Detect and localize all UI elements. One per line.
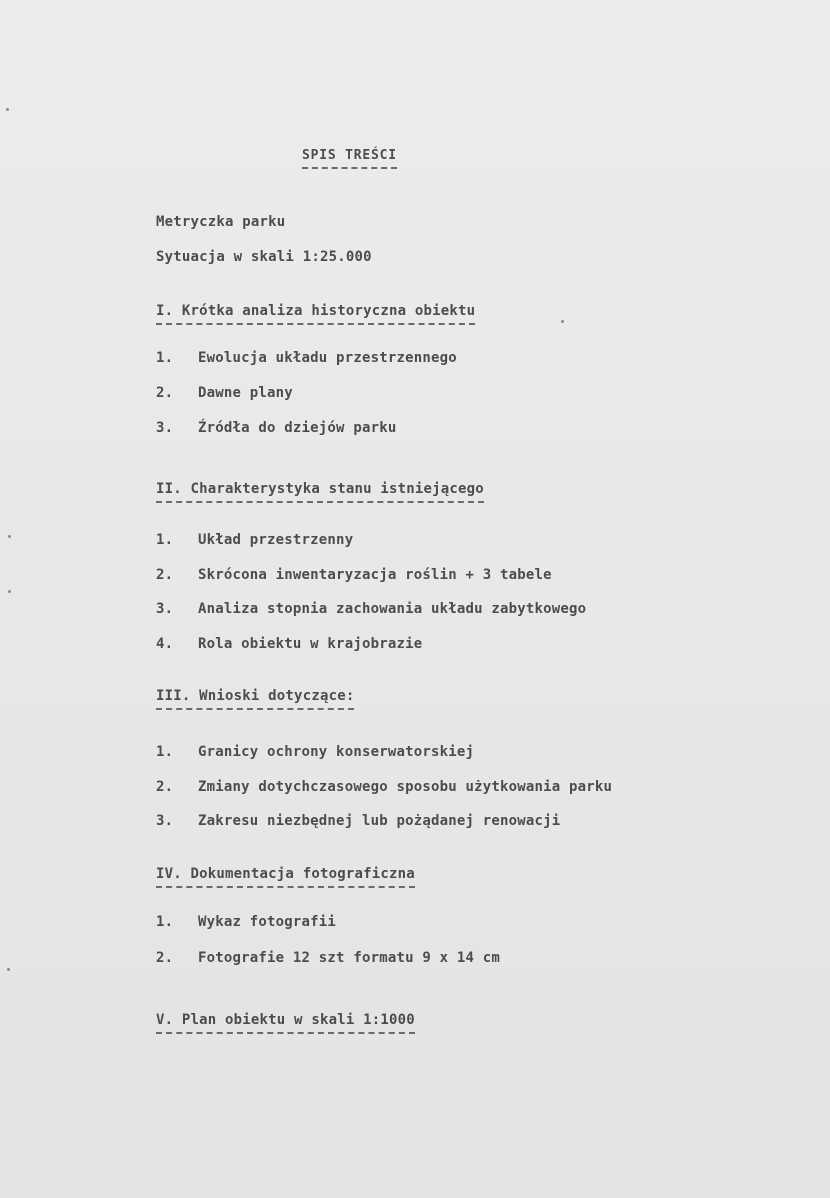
item-text: Skrócona inwentaryzacja roślin + 3 tabele bbox=[198, 567, 552, 583]
item-number: 3. bbox=[156, 420, 174, 436]
list-item bbox=[156, 350, 457, 366]
item-text: Rola obiektu w krajobrazie bbox=[198, 636, 423, 652]
intro-line-1: Metryczka parku bbox=[156, 214, 286, 230]
list-item bbox=[156, 914, 336, 930]
list-item bbox=[156, 744, 474, 760]
item-text: Analiza stopnia zachowania układu zabytkowego bbox=[198, 601, 587, 617]
item-number: 1. bbox=[156, 914, 174, 930]
item-number: 2. bbox=[156, 385, 174, 401]
section-1-heading: I. Krótka analiza historyczna obiektu bbox=[156, 303, 475, 325]
list-item bbox=[156, 779, 612, 795]
item-number: 1. bbox=[156, 350, 174, 366]
item-number: 1. bbox=[156, 532, 174, 548]
item-text: Zakresu niezbędnej lub pożądanej renowacji bbox=[198, 813, 561, 829]
item-number: 2. bbox=[156, 567, 174, 583]
paper-speck bbox=[6, 108, 9, 111]
list-item bbox=[156, 950, 500, 966]
paper-speck bbox=[7, 968, 10, 971]
list-item bbox=[156, 567, 552, 583]
list-item bbox=[156, 532, 353, 548]
list-item bbox=[156, 385, 293, 401]
list-item bbox=[156, 813, 560, 829]
item-number: 4. bbox=[156, 636, 174, 652]
item-text: Granicy ochrony konserwatorskiej bbox=[198, 744, 475, 760]
item-text: Fotografie 12 szt formatu 9 x 14 cm bbox=[198, 950, 501, 966]
item-number: 2. bbox=[156, 950, 174, 966]
section-4-heading: IV. Dokumentacja fotograficzna bbox=[156, 866, 415, 888]
item-number: 2. bbox=[156, 779, 174, 795]
item-text: Zmiany dotychczasowego sposobu użytkowania parku bbox=[198, 779, 613, 795]
list-item bbox=[156, 636, 422, 652]
list-item bbox=[156, 420, 396, 436]
section-2-heading: II. Charakterystyka stanu istniejącego bbox=[156, 481, 484, 503]
item-text: Wykaz fotografii bbox=[198, 914, 337, 930]
paper-speck bbox=[561, 320, 564, 323]
intro-line-2: Sytuacja w skali 1:25.000 bbox=[156, 249, 372, 265]
item-text: Układ przestrzenny bbox=[198, 532, 354, 548]
paper-speck bbox=[8, 590, 11, 593]
item-text: Źródła do dziejów parku bbox=[198, 420, 397, 436]
item-text: Dawne plany bbox=[198, 385, 293, 401]
paper-speck bbox=[8, 535, 11, 538]
section-5-heading: V. Plan obiektu w skali 1:1000 bbox=[156, 1012, 415, 1034]
item-number: 3. bbox=[156, 813, 174, 829]
page-title: SPIS TREŚCI bbox=[302, 148, 397, 169]
item-text: Ewolucja układu przestrzennego bbox=[198, 350, 457, 366]
list-item bbox=[156, 601, 586, 617]
item-number: 1. bbox=[156, 744, 174, 760]
section-3-heading: III. Wnioski dotyczące: bbox=[156, 688, 354, 710]
item-number: 3. bbox=[156, 601, 174, 617]
